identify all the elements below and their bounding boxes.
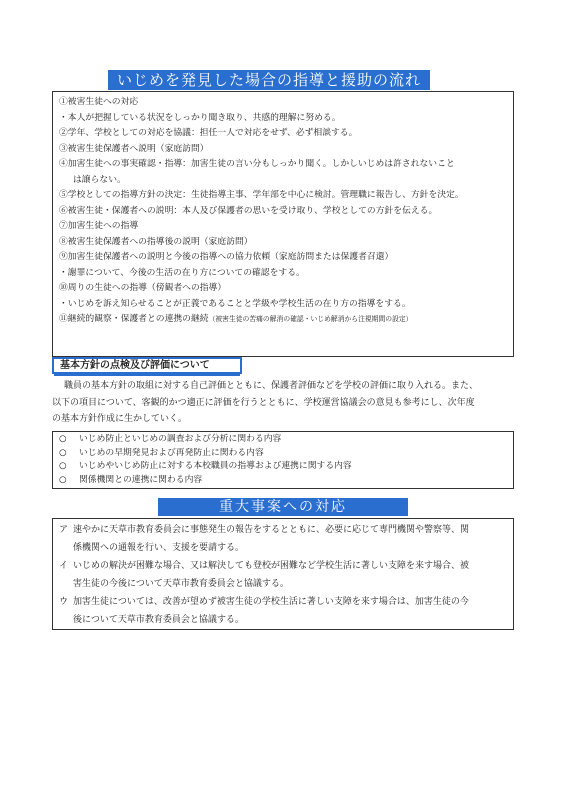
serious-case-item (59, 557, 507, 575)
evaluation-item-text: いじめ防止といじめの調査および分析に関わる内容 (79, 434, 282, 444)
flow-line: ⑤学校としての指導方針の決定：生徒指導主事、学年部を中心に検討。管理職に報告し、方針を決定。 (59, 190, 464, 200)
item-mark: イ (59, 561, 69, 571)
evaluation-item-text: いじめの早期発見および再発防止に関わる内容 (79, 447, 264, 458)
section3-title-banner: 重大事案への対応 (158, 498, 408, 516)
section2-title: 基本方針の点検及び評価について (60, 360, 210, 371)
item-text: 加害生徒については、改善が望めず被害生徒の学校生活に著しい支障を来す場合は、加害生徒の今 (73, 597, 469, 607)
section2-paragraph (52, 378, 514, 428)
serious-case-item-cont: 係機関への通報を行い、支援を要請する。 (73, 543, 245, 553)
flow-line: ⑦加害生徒への指導 (59, 221, 139, 231)
circle-bullet: ○ (59, 434, 67, 444)
flow-line: は譲らない。 (73, 174, 126, 185)
flow-line-last (59, 312, 509, 328)
serious-case-item (59, 521, 507, 539)
guidance-flow-box (52, 91, 514, 357)
evaluation-item (59, 460, 507, 474)
paragraph-line: の基本方針作成に生かしていく。 (52, 414, 187, 424)
item-text: いじめの解決が困難な場合、又は解決しても登校が困難など学校生活に著しい支障を来す場合、被 (73, 561, 470, 571)
serious-case-item (59, 593, 507, 611)
evaluation-item (59, 433, 507, 447)
flow-line: ⑩周りの生徒への指導（傍観者への指導） (59, 283, 227, 293)
flow-line: ・本人が把握している状況をしっかり聞き取り、共感的理解に努める。 (59, 112, 341, 123)
paragraph-line: 以下の項目について、客観的かつ適正に評価を行うとともに、学校運営協議会の意見も参考にし、次年度 (52, 397, 475, 408)
flow-line: ・いじめを訴え知らせることが正義であることと学級や学校生活の在り方の指導をする。 (59, 298, 411, 309)
flow-line: ・謝罪について、今後の生活の在り方についての確認をする。 (59, 267, 305, 278)
paragraph-line: 職員の基本方針の取組に対する自己評価とともに、保護者評価などを学校の評価に取り入れる。また、 (64, 381, 479, 391)
section2-underline (54, 373, 240, 376)
serious-case-item-cont: 後について天草市教育委員会と協議する。 (73, 615, 244, 625)
flow-line: ①被害生徒への対応 (59, 97, 139, 107)
serious-case-box (52, 518, 514, 630)
flow-line: ②学年、学校としての対応を協議：担任一人で対応をせず、必ず相談する。 (59, 128, 358, 138)
section1-title-banner: いじめを発見した場合の指導と援助の流れ (108, 70, 430, 90)
flow-line: ⑧被害生徒保護者への指導後の説明（家庭訪問） (59, 236, 253, 247)
circle-bullet: ○ (59, 447, 67, 458)
flow-line: ⑥被害生徒・保護者への説明：本人及び保護者の思いを受け取り、学校としての方針を伝える。 (59, 205, 438, 216)
circle-bullet: ○ (59, 474, 67, 485)
flow-line: ④加害生徒への事実確認・指導：加害生徒の言い分もしっかり聞く。しかしいじめは許されないこと (59, 159, 455, 169)
flow-line-last-note: （被害生徒の苦痛の解消の確認・いじめ解消から注視期間の設定） (208, 315, 413, 323)
item-mark: ウ (59, 597, 69, 607)
evaluation-items-box (52, 431, 514, 489)
section2-heading (52, 357, 242, 374)
serious-case-item-cont: 害生徒の今後について天草市教育委員会と協議する。 (73, 579, 289, 589)
item-text: 速やかに天草市教育委員会に事態発生の報告をするとともに、必要に応じて専門機関や警察等、関 (73, 525, 470, 535)
evaluation-item (59, 447, 507, 461)
evaluation-item-text: いじめやいじめ防止に対する本校職員の指導および連携に関する内容 (79, 461, 352, 471)
evaluation-item-text: 関係機関との連携に関わる内容 (79, 474, 203, 485)
circle-bullet: ○ (59, 461, 67, 471)
item-mark: ア (59, 525, 69, 535)
flow-line: ③被害生徒保護者へ説明（家庭訪問） (59, 143, 209, 154)
flow-line-last-main: ⑪継続的観察・保護者との連携の継続 (59, 314, 209, 324)
flow-line: ⑨加害生徒保護者への説明と今後の指導への協力依頼（家庭訪問または保護者召還） (59, 252, 394, 262)
evaluation-item (59, 474, 507, 488)
